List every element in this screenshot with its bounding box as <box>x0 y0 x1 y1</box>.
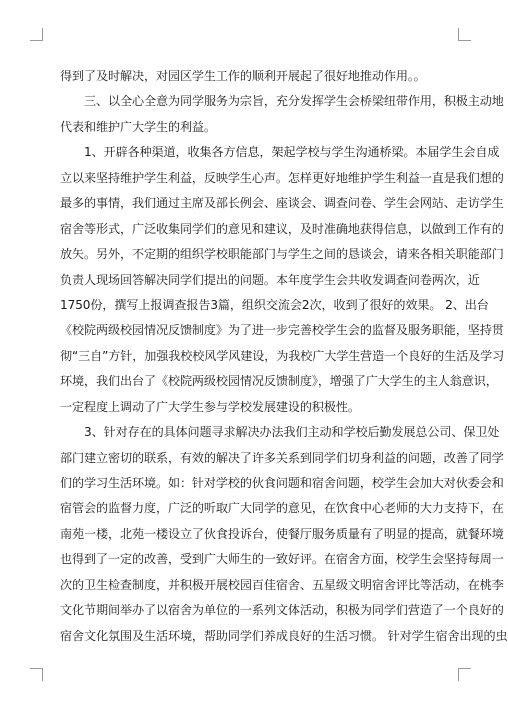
text-line: 次的卫生检查制度，并积极开展校园百佳宿舍、五星级文明宿舍评比等活动，在桃李 <box>60 577 504 592</box>
text-line: 文化节期间举办了以宿舍为单位的一系列文体活动，积极为同学们营造了一个良好的 <box>60 603 504 618</box>
text-line: 也得到了一定的改善，受到广大师生的一致好评。在宿舍方面，校学生会坚持每周一 <box>60 552 504 567</box>
text-line: 1750份，撰写上报调查报告3篇，组织交流会2次，收到了很好的效果。 2、出台 <box>60 297 489 312</box>
text-line: 最多的事情，我们通过主席及部长例会、座谈会、调查问卷、学生会网站、走访学生 <box>60 196 504 211</box>
text-line: 们的学习生活环境。如：针对学校的伙食问题和宿舍问题，校学生会加大对伙委会和 <box>60 476 504 490</box>
text-line: 宿舍文化氛围及生活环境，帮助同学们养成良好的生活习惯。 针对学生宿舍出现的虫 <box>60 628 508 643</box>
text-line: 负责人现场回答解决同学们提出的问题。本年度学生会共收发调查问卷两次，近 <box>60 272 480 287</box>
crop-mark-bottom-right <box>458 668 471 681</box>
text-line: 放矢。另外，不定期的组织学校职能部门与学生之间的恳谈会，请来各相关职能部门 <box>60 247 504 262</box>
text-line: 宿舍等形式，广泛收集同学们的意见和建议，及时准确地获得信息，以做到工作有的 <box>60 221 504 236</box>
text-line: 立以来坚持维护学生利益，反映学生心声。怎样更好地维护学生利益一直是我们想的 <box>60 170 504 185</box>
text-line: 代表和维护广大学生的利益。 <box>60 119 216 134</box>
text-line: 3、针对存在的具体问题寻求解决办法我们主动和学校后勤发展总公司、保卫处 <box>84 425 500 440</box>
text-line: 部门建立密切的联系，有效的解决了许多关系到同学们切身利益的问题，改善了同学 <box>60 450 504 465</box>
text-line: 三、以全心全意为同学服务为宗旨，充分发挥学生会桥梁纽带作用，积极主动地 <box>84 94 504 109</box>
crop-mark-top-right <box>458 28 471 41</box>
text-line: 南苑一楼，北苑一楼设立了伙食投诉台，使餐厅服务质量有了明显的提高，就餐环境 <box>60 526 504 541</box>
text-line: 宿管会的监督力度，广泛的听取广大同学的意见，在饮食中心老师的大力支持下，在 <box>60 501 504 516</box>
text-line: 1、开辟各种渠道，收集各方信息，架起学校与学生沟通桥梁。本届学生会自成 <box>84 145 500 160</box>
text-line: 一定程度上调动了广大学生参与学校发展建设的积极性。 <box>60 399 360 414</box>
text-line: 彻“三自”方针，加强我校校风学风建设，为我校广大学生营造一个良好的生活及学习 <box>60 348 505 363</box>
text-line: 环境，我们出台了《校院两级校园情况反馈制度》，增强了广大学生的主人翁意识， <box>60 374 498 389</box>
body-text <box>60 64 508 649</box>
text-line: 《校院两级校园情况反馈制度》为了进一步完善校学生会的监督及服务职能，坚持贯 <box>60 323 504 338</box>
text-line: 得到了及时解决，对园区学生工作的顺利开展起了很好地推动作用。。 <box>60 69 426 83</box>
crop-mark-top-left <box>30 28 43 41</box>
crop-mark-bottom-left <box>30 668 43 681</box>
